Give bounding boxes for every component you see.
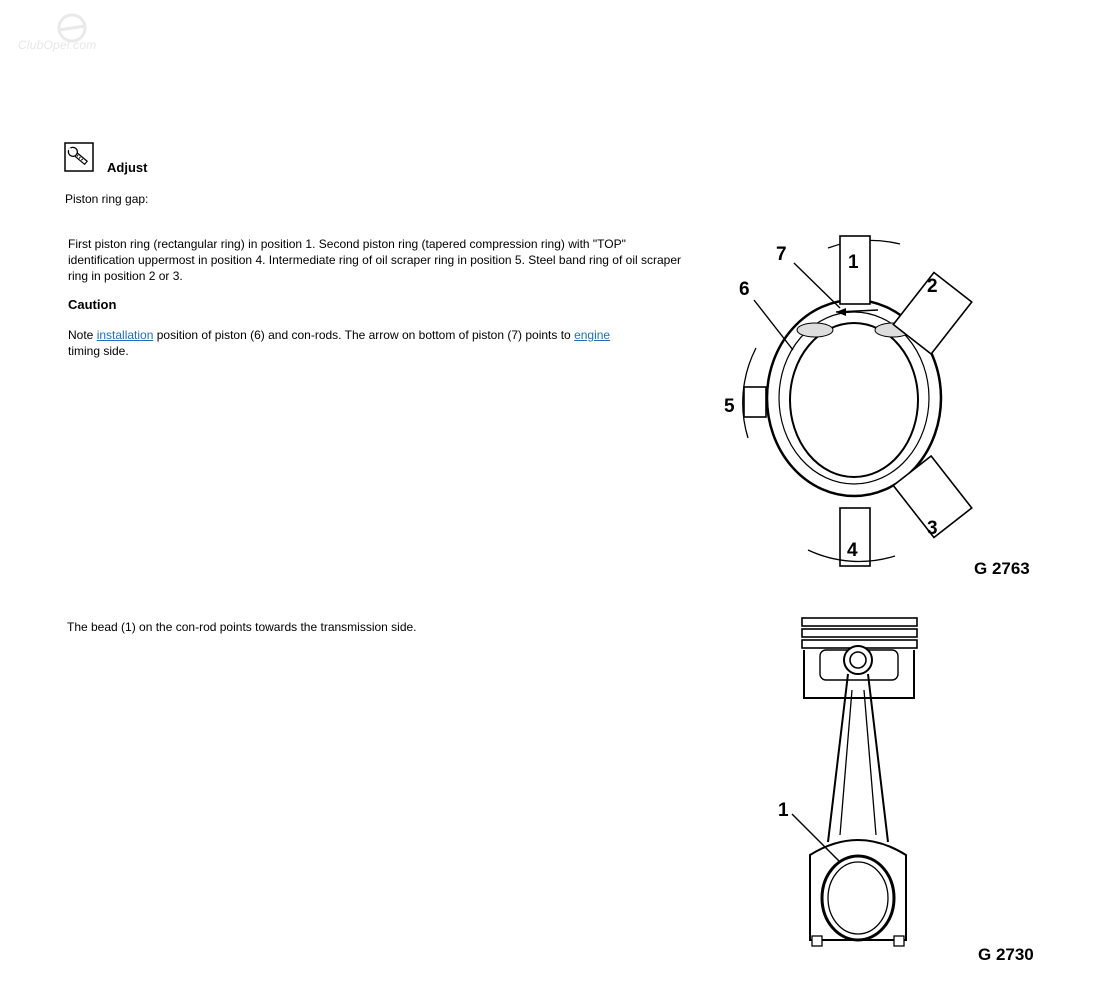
caution-note bbox=[68, 327, 668, 359]
section-heading: Adjust bbox=[107, 160, 148, 175]
label-7: 7 bbox=[776, 244, 787, 265]
caution-title: Caution bbox=[68, 297, 117, 312]
label-3: 3 bbox=[927, 518, 938, 539]
installation-link[interactable]: installation bbox=[96, 328, 154, 342]
engine-link[interactable]: engine bbox=[574, 328, 611, 342]
label-6: 6 bbox=[739, 279, 750, 300]
piston-ring-gap-figure bbox=[700, 230, 1060, 595]
label-4: 4 bbox=[847, 540, 858, 561]
wrench-adjust-icon bbox=[64, 142, 94, 172]
bead-paragraph: The bead (1) on the con-rod points towards the transmission side. bbox=[67, 620, 417, 634]
note-text-after: timing side. bbox=[68, 344, 129, 358]
watermark-logo bbox=[14, 10, 124, 60]
label-2: 2 bbox=[927, 276, 938, 297]
instruction-paragraph: First piston ring (rectangular ring) in position 1. Second piston ring (tapered compression ring) with "TOP" identification uppermost in position 4. Intermediate ring of oil scraper ring in position 5. Steel band ring of oil scraper ring in position 2 or 3. bbox=[68, 237, 682, 283]
figure-code-2: G 2730 bbox=[978, 945, 1034, 964]
watermark-text: ClubOpel.com bbox=[18, 38, 97, 52]
bead-label: 1 bbox=[778, 800, 789, 821]
label-1: 1 bbox=[848, 252, 859, 273]
label-5: 5 bbox=[724, 396, 735, 417]
conrod-figure bbox=[700, 610, 1060, 975]
subheading: Piston ring gap: bbox=[65, 192, 149, 206]
note-text-middle: position of piston (6) and con-rods. The arrow on bottom of piston (7) points to bbox=[153, 328, 575, 342]
figure-code: G 2763 bbox=[974, 559, 1030, 578]
opel-logo-icon bbox=[14, 10, 124, 60]
note-text-before: Note bbox=[68, 328, 97, 342]
